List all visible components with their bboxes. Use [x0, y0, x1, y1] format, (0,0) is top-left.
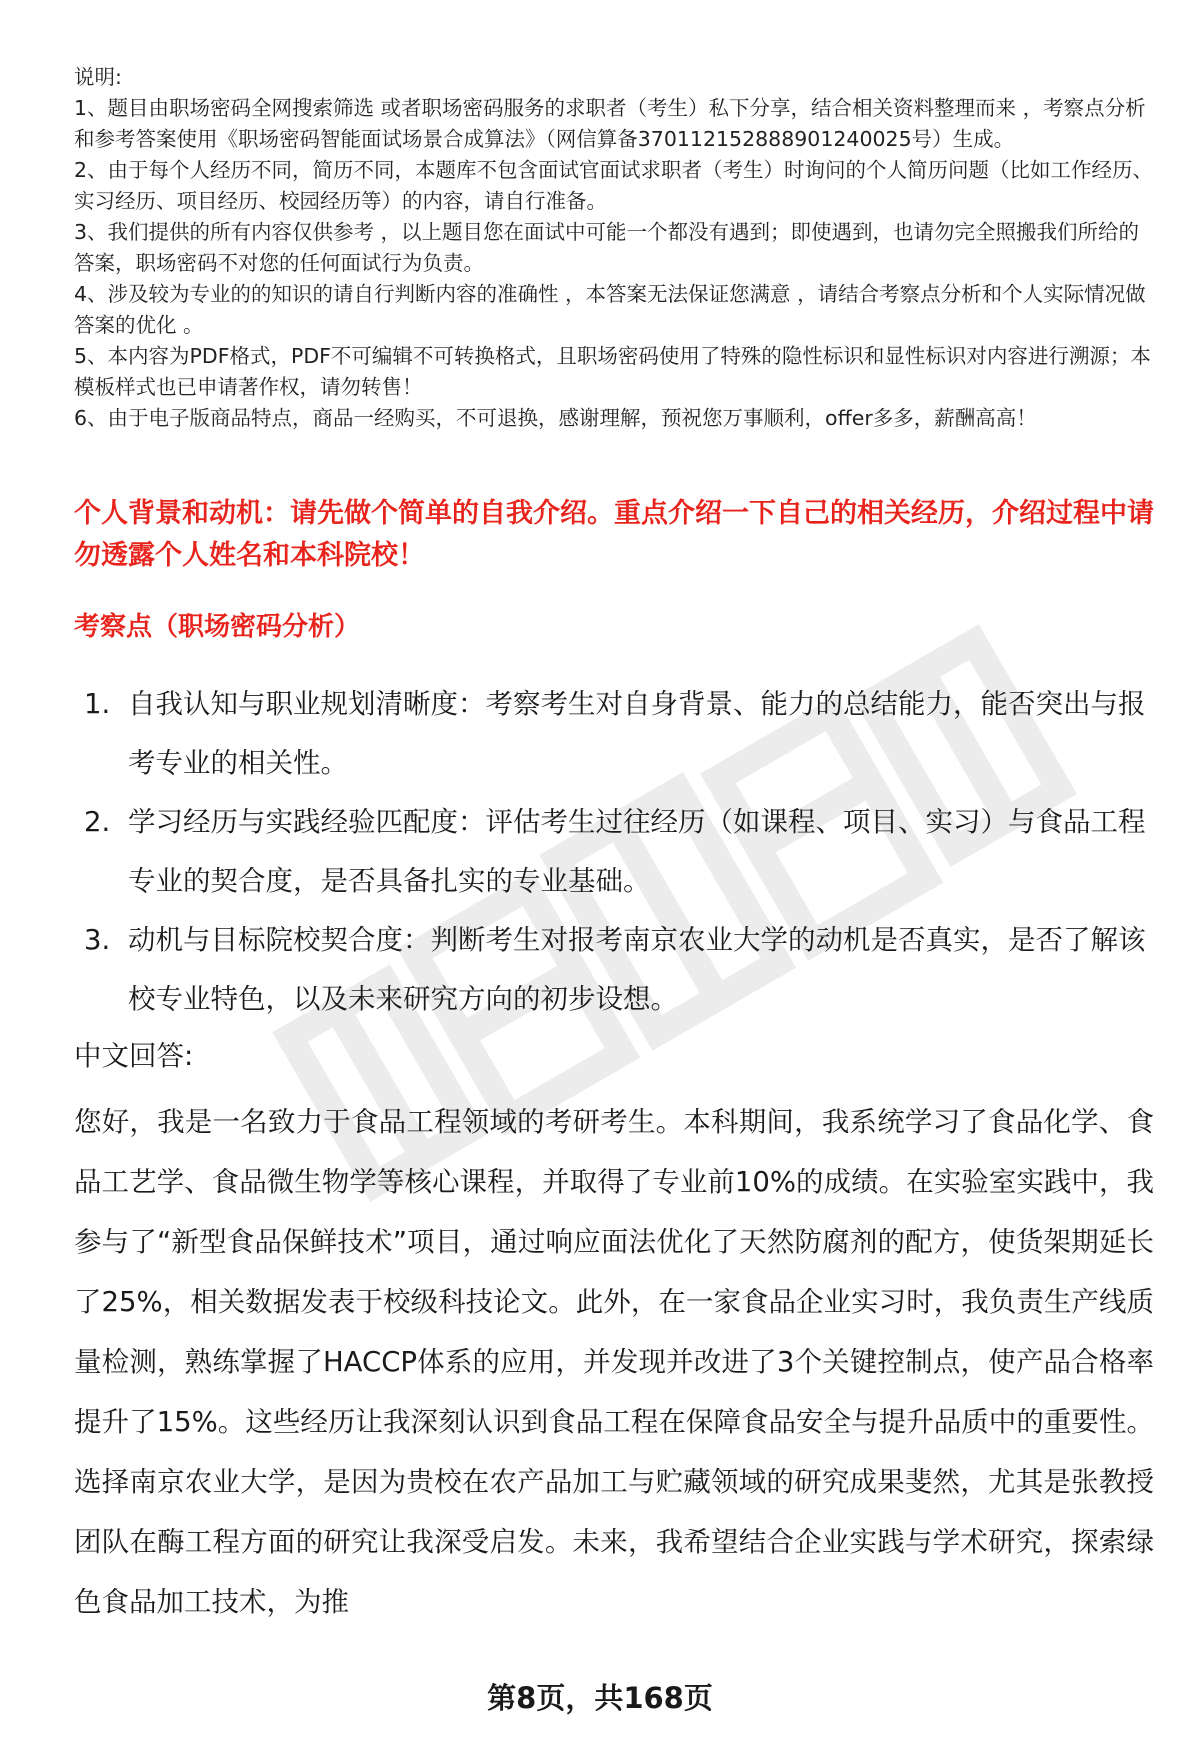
- notes-section: [74, 62, 1154, 434]
- notes-title: 说明:: [74, 65, 122, 89]
- point-text: 学习经历与实践经验匹配度：评估考生过往经历（如课程、项目、实习）与食品工程专业的契合度，是否具备扎实的专业基础。: [128, 806, 1146, 897]
- analysis-points-title: 考察点（职场密码分析）: [74, 612, 361, 642]
- answer-label: 中文回答:: [74, 1040, 194, 1072]
- page-number-footer: 第8页，共168页: [487, 1681, 713, 1715]
- note-item: 4、涉及较为专业的的知识的请自行判断内容的准确性 ，本答案无法保证您满意 ，请结合考察点分析和个人实际情况做答案的优化 。: [74, 282, 1146, 337]
- analysis-point: [74, 793, 1154, 911]
- point-text: 自我认知与职业规划清晰度：考察考生对自身背景、能力的总结能力，能否突出与报考专业的相关性。: [128, 688, 1146, 779]
- note-item: 5、本内容为PDF格式，PDF不可编辑不可转换格式，且职场密码使用了特殊的隐性标识和显性标识对内容进行溯源；本模板样式也已申请著作权，请勿转售！: [74, 344, 1151, 399]
- answer-text: 您好，我是一名致力于食品工程领域的考研考生。本科期间，我系统学习了食品化学、食品工艺学、食品微生物学等核心课程，并取得了专业前10%的成绩。在实验室实践中，我参与了“新型食品保鲜技术”项目，通过响应面法优化了天然防腐剂的配方，使货架期延长了25%，相关数据发表于校级科技论文。此外，在一家食品企业实习时，我负责生产线质量检测，熟练掌握了HACCP体系的应用，并发现并改进了3个关键控制点，使产品合格率提升了15%。这些经历让我深刻认识到食品工程在保障食品安全与提升品质中的重要性。选择南京农业大学，是因为贵校在农产品加工与贮藏领域的研究成果斐然，尤其是张教授团队在酶工程方面的研究让我深受启发。未来，我希望结合企业实践与学术研究，探索绿色食品加工技术，为推: [74, 1106, 1154, 1618]
- point-number: 3.: [84, 924, 111, 956]
- point-number: 2.: [84, 806, 111, 838]
- analysis-points-list: [74, 675, 1154, 1029]
- point-text: 动机与目标院校契合度：判断考生对报考南京农业大学的动机是否真实，是否了解该校专业特色，以及未来研究方向的初步设想。: [128, 924, 1146, 1015]
- note-item: 2、由于每个人经历不同，简历不同，本题库不包含面试官面试求职者（考生）时询问的个人简历问题（比如工作经历、实习经历、项目经历、校园经历等）的内容，请自行准备。: [74, 158, 1154, 213]
- note-item: 1、题目由职场密码全网搜索筛选 或者职场密码服务的求职者（考生）私下分享，结合相关资料整理而来 ，考察点分析和参考答案使用《职场密码智能面试场景合成算法》（网信算备370112152888901240025号）生成。: [74, 96, 1146, 151]
- note-item: 3、我们提供的所有内容仅供参考 ，以上题目您在面试中可能一个都没有遇到；即使遇到，也请勿完全照搬我们所给的答案，职场密码不对您的任何面试行为负责。: [74, 220, 1140, 275]
- note-item: 6、由于电子版商品特点，商品一经购买，不可退换，感谢理解，预祝您万事顺利，offer多多，薪酬高高！: [74, 406, 1037, 430]
- interview-question: 个人背景和动机：请先做个简单的自我介绍。重点介绍一下自己的相关经历，介绍过程中请勿透露个人姓名和本科院校！: [74, 498, 1154, 571]
- analysis-point: [74, 911, 1154, 1029]
- analysis-point: [74, 675, 1154, 793]
- point-number: 1.: [84, 688, 111, 720]
